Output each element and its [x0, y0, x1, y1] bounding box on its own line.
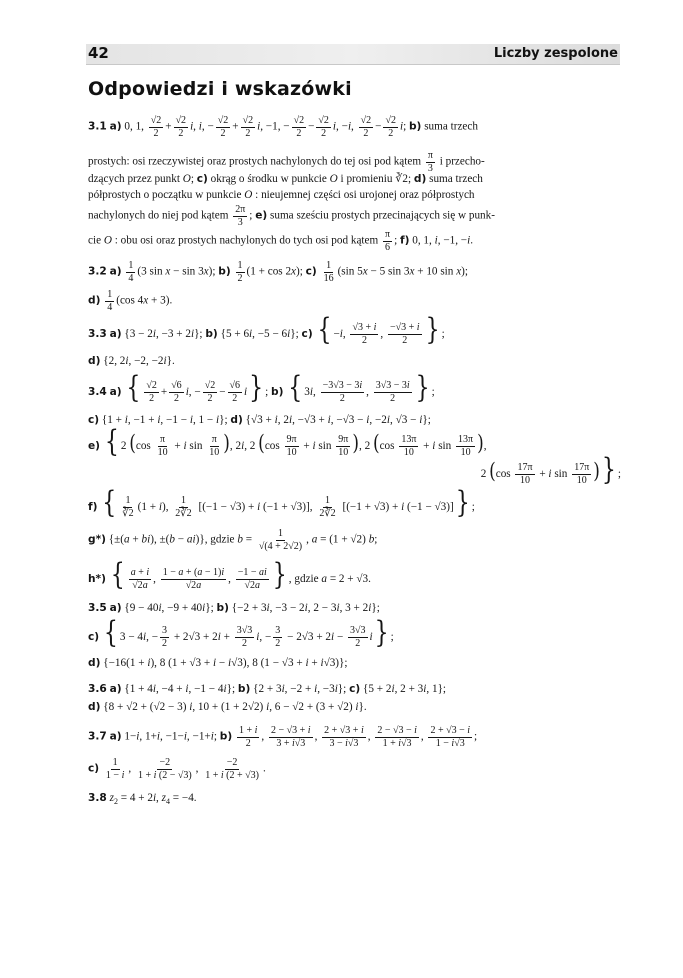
- answer-3-7-line-2: c) $\frac{1}{1 - i}$ , $\frac{-2}{1 + i (2 - √3)}$ , $\frac{-2}{1 + i (2 + √3)}$ .: [88, 757, 266, 781]
- answer-3-3-line-1: 3.3 a) {3 − 2i, −3 + 2i}; b) {5 + 6i, −5 − 6i}; c) { −i, $\frac{√3 + i}{2}$ , $\frac{-√3 + i}{2}$ } ;: [88, 313, 445, 348]
- answer-3-4-line-6: g*) {±(a + bi), ±(b − ai)}, gdzie b = $\frac{1}{√(4 + 2√2)}$ , a = (1 + √2) b;: [88, 528, 378, 552]
- answer-3-5-line-1: 3.5 a) {9 − 40i, −9 + 40i}; b) {−2 + 3i, −3 − 2i, 2 − 3i, 3 + 2i};: [88, 602, 380, 614]
- answer-3-7-line-1: 3.7 a) 1−i, 1+i, −1−i, −1+i; b) $\frac{1 + i}{2}$ , $\frac{2 - √3 + i}{3 + i√3}$ , $\frac{2 + √3 + i}{3 - i√3}$ , $\frac{2 - √3 - i}{1 + i√3}$ , $\frac{2 + √3 - i}{1 - i√3}$ ;: [88, 725, 478, 749]
- answer-3-1-line-5: nachylonych do niej pod kątem $\frac{2\pi}{3}$ ; e) suma sześciu prostych przecinających się w punk-: [88, 204, 495, 228]
- answer-3-4-line-2: c) {1 + i, −1 + i, −1 − i, 1 − i}; d) {√3 + i, 2i, −√3 + i, −√3 − i, −2i, √3 − i};: [88, 414, 431, 426]
- answer-3-8-line-1: 3.8 $z_2 = 4 + 2i$, $z_4 = -4$.: [88, 792, 197, 807]
- answer-3-5-line-3: d) {−16(1 + i), 8 (1 + √3 + i − i√3), 8 (1 − √3 + i + i√3)};: [88, 657, 348, 669]
- answer-3-1-line-3: dzących przez punkt O; c) okrąg o środku w punkcie O i promieniu ∛2; d) suma trzech: [88, 173, 483, 185]
- running-header: [86, 44, 620, 65]
- answer-3-4-line-5: f) { $\frac{1}{∛2}$ (1 + i), $\frac{1}{2∛2}$ [(−1 − √3) + i (−1 + √3)], $\frac{1}{2∛2}$ [(−1 + √3) + i (−1 − √3)]} ;: [88, 486, 475, 521]
- answer-3-3-line-2: d) {2, 2i, −2, −2i}.: [88, 355, 175, 367]
- answer-3-1-line-6: cie O : obu osi oraz prostych nachylonych do tych osi pod kątem $\frac{\pi}{6}$ ; f) 0, 1, i, −1, −i.: [88, 229, 474, 253]
- answer-3-1-line-2: prostych: osi rzeczywistej oraz prostych nachylonych do tej osi pod kątem $\frac{\pi}{3}$ i przecho-: [88, 150, 485, 174]
- answer-3-2-line-1: 3.2 a) $\frac{1}{4}$ (3 sin x − sin 3x); b) $\frac{1}{2}$ (1 + cos 2x); c) $\frac{1}{16}$ (sin 5x − 5 sin 3x + 10 sin x);: [88, 260, 468, 284]
- answer-3-2-line-2: d) $\frac{1}{4}$ (cos 4x + 3).: [88, 289, 173, 313]
- answer-3-4-line-1: 3.4 a) { $\frac{√2}{2}$ + $\frac{√6}{2}$ i, − $\frac{√2}{2}$ − $\frac{√6}{2}$ i} ; b) { 3i, $\frac{-3√3 - 3i}{2}$ , $\frac{3√3 - 3i}{2}$ } ;: [88, 371, 435, 406]
- answer-3-6-line-2: d) {8 + √2 + (√2 − 3) i, 10 + (1 + 2√2) i, 6 − √2 + (3 + √2) i}.: [88, 701, 367, 713]
- answer-3-6-line-1: 3.6 a) {1 + 4i, −4 + i, −1 − 4i}; b) {2 + 3i, −2 + i, −3i}; c) {5 + 2i, 2 + 3i, 1};: [88, 683, 447, 695]
- answer-3-1-line-4: półprostych o początku w punkcie O : nieujemnej części osi urojonej oraz półprostych: [88, 189, 475, 201]
- answer-3-4-line-4: 2 (cos $\frac{17\pi}{10}$ + i sin $\frac{17\pi}{10}$ )} ;: [480, 453, 621, 488]
- answer-3-4-line-3: e) { 2 (cos $\frac{\pi}{10}$ + i sin $\frac{\pi}{10}$ ), 2i, 2 (cos $\frac{9\pi}{10}$ + i sin $\frac{9\pi}{10}$ ), 2 (cos $\frac{13\pi}{10}$ + i sin $\frac{13\pi}{10}$ ),: [88, 425, 487, 460]
- answer-3-1-line-1: 3.1 a) 0, 1, $\frac{√2}{2}$ + $\frac{√2}{2}$ i, i, − $\frac{√2}{2}$ + $\frac{√2}{2}$ i, −1, − $\frac{√2}{2}$ − $\frac{√2}{2}$ i, −i, $\frac{√2}{2}$ − $\frac{√2}{2}$ i; b) suma trzech: [88, 115, 478, 139]
- running-title: Liczby zespolone: [493, 46, 618, 61]
- page-number: 42: [88, 44, 109, 62]
- section-title: Odpowiedzi i wskazówki: [88, 78, 352, 100]
- answer-3-5-line-2: c) { 3 − 4i, − $\frac{3}{2}$ + 2√3 + 2i + $\frac{3√3}{2}$ i, − $\frac{3}{2}$ − 2√3 + 2i − $\frac{3√3}{2}$ i} ;: [88, 616, 394, 651]
- answer-3-4-line-7: h*) { $\frac{a + i}{√2a}$ , $\frac{1 - a + (a - 1)i}{√2a}$ , $\frac{-1 - ai}{√2a}$ } , gdzie a = 2 + √3.: [88, 558, 371, 593]
